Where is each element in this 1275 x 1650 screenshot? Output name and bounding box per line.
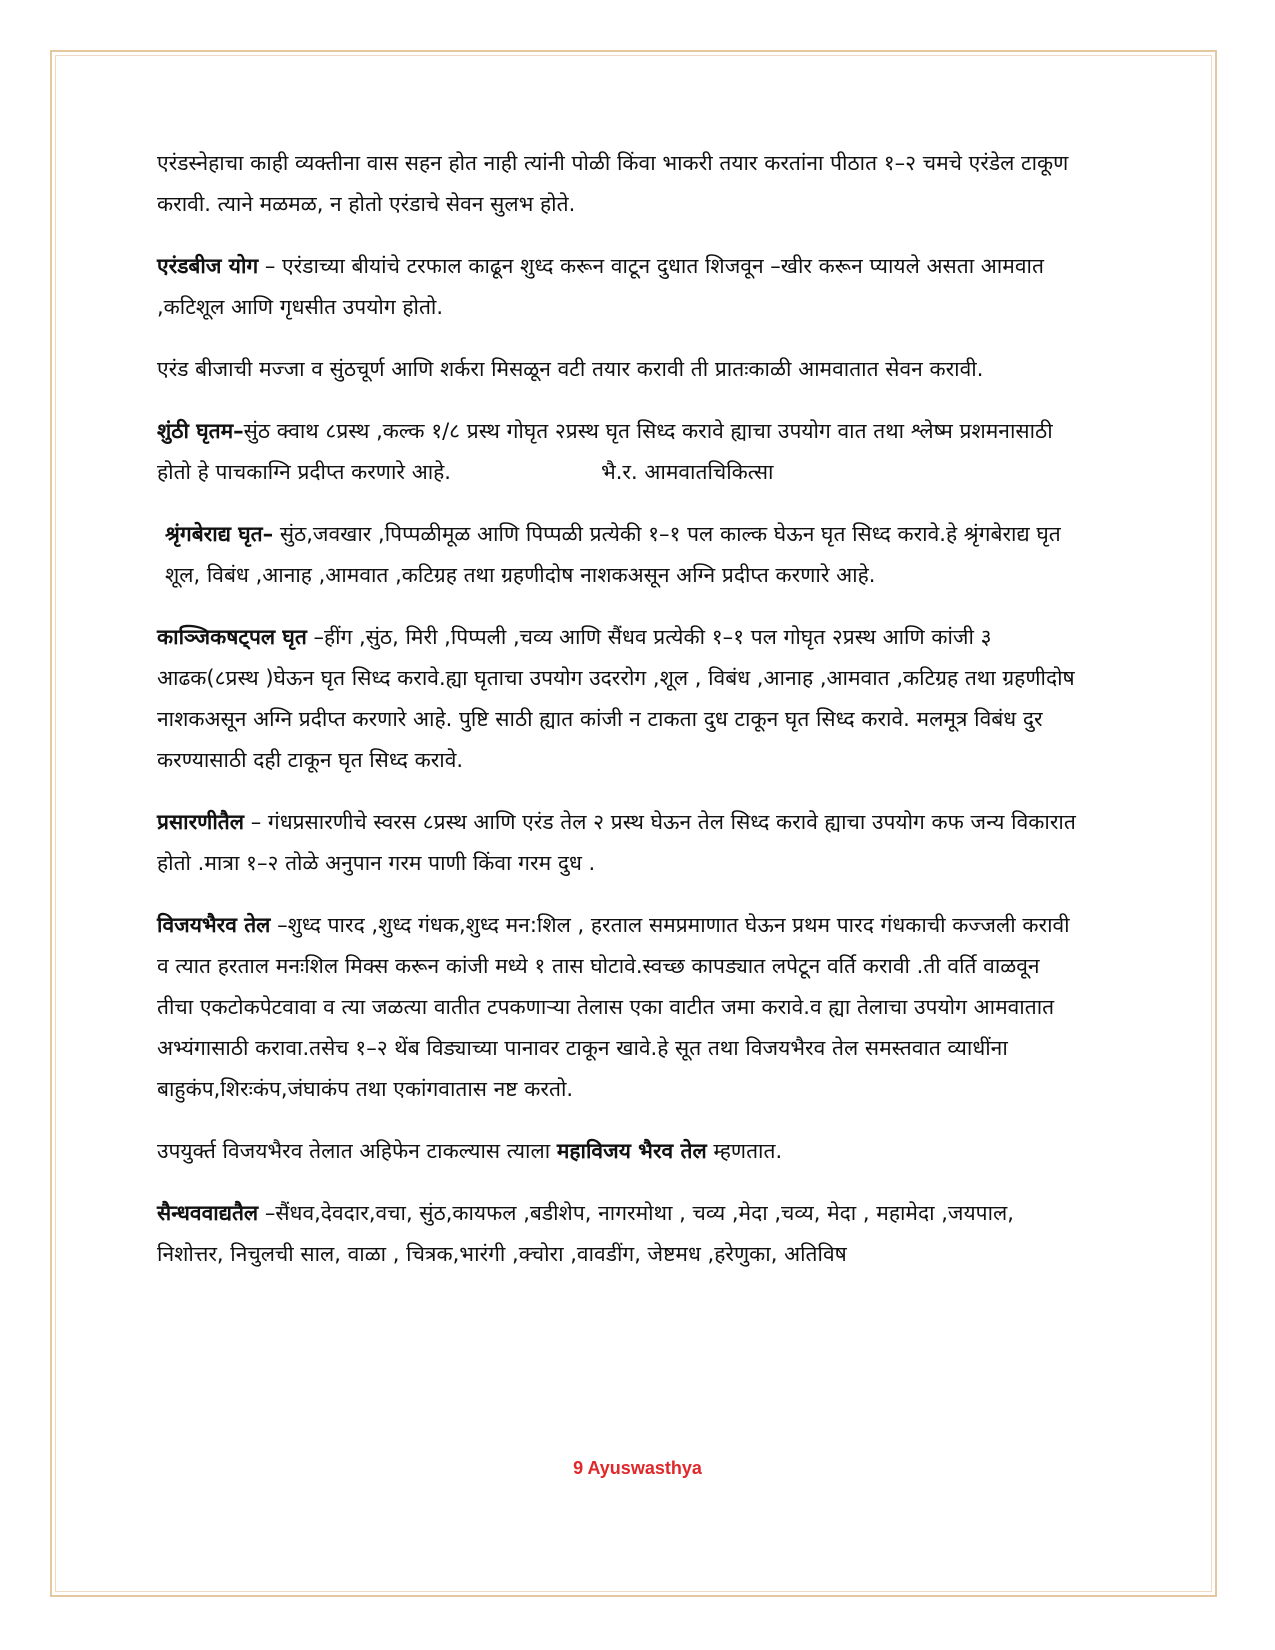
section-heading: शुंठी घृतम–	[157, 419, 244, 443]
paragraph-kanjik-shatpal-ghrit	[157, 617, 1077, 781]
paragraph-saindhavadya-tail	[157, 1193, 1077, 1275]
paragraph-erand-beej-majja	[157, 349, 1077, 390]
paragraph-text: एरंडस्नेहाचा काही व्यक्तीना वास सहन होत नाही त्यांनी पोळी किंवा भाकरी तयार करतांना पीठात १–२ चमचे एरंडेल टाकूण करावी. त्याने मळमळ, न होतो एरंडाचे सेवन सुलभ होते.	[157, 151, 1069, 216]
paragraph-prasarani-tail	[157, 802, 1077, 884]
paragraph-mahavijay-bhairav	[157, 1131, 1077, 1172]
section-heading: सैन्धववाद्यतैल	[157, 1201, 259, 1225]
paragraph-text: सुंठ,जवखार ,पिप्पळीमूळ आणि पिप्पळी प्रत्येकी १–१ पल काल्क घेऊन घृत सिध्द करावे.हे श्रृंगबेराद्य घृत शूल, विबंध ,आनाह ,आमवात ,कटिग्रह तथा ग्रहणीदोष नाशकअसून अग्नि प्रदीप्त करणारे आहे.	[165, 522, 1061, 587]
paragraph-text: –हींग ,सुंठ, मिरी ,पिप्पली ,चव्य आणि सैंधव प्रत्येकी १–१ पल गोघृत २प्रस्थ आणि कांजी ३ आढक(८प्रस्थ )घेऊन घृत सिध्द करावे.ह्या घृताचा उपयोग उदररोग ,शूल , विबंध ,आनाह ,आमवात ,कटिग्रह तथा ग्रहणीदोष नाशकअसून अग्नि प्रदीप्त करणारे आहे. पुष्टि साठी ह्यात कांजी न टाकता दुध टाकून घृत सिध्द करावे. मलमूत्र विबंध दुर करण्यासाठी दही टाकून घृत सिध्द करावे.	[157, 625, 1075, 772]
page-footer: 9 Ayuswasthya	[573, 1458, 702, 1478]
paragraph-text: –शुध्द पारद ,शुध्द गंधक,शुध्द मन:शिल , हरताल समप्रमाणात घेऊन प्रथम पारद गंधकाची कज्जली करावी व त्यात हरताल मनःशिल मिक्स करून कांजी मध्ये १ तास घोटावे.स्वच्छ कापड्यात लपेटून वर्ति करावी .ती वर्ति वाळवून तीचा एकटोकपेटवावा व त्या जळत्या वातीत टपकणाऱ्या तेलास एका वाटीत जमा करावे.व ह्या तेलाचा उपयोग आमवातात अभ्यंगासाठी करावा.तसेच १–२ थेंब विड्याच्या पानावर टाकून खावे.हे सूत तथा विजयभैरव तेल समस्तवात व्याधींना बाहुकंप,शिरःकंप,जंघाकंप तथा एकांगवातास नष्ट करतो.	[157, 913, 1070, 1101]
reference-citation: भै.र. आमवातचिकित्सा	[600, 460, 774, 484]
paragraph-text: –सैंधव,देवदार,वचा, सुंठ,कायफल ,बडीशेप, नागरमोथा , चव्य ,मेदा ,चव्य, मेदा , महामेदा ,जयपाल, निशोत्तर, निचुलची साल, वाळा , चित्रक,भारंगी ,क्चोरा ,वावडींग, जेष्टमध ,हरेणुका, अतिविष	[157, 1201, 1014, 1266]
emphasized-term: महाविजय भैरव तेल	[556, 1139, 707, 1163]
paragraph-shunthi-ghritam	[157, 411, 1077, 493]
paragraph-text: – एरंडाच्या बीयांचे टरफाल काढून शुध्द करून वाटून दुधात शिजवून –खीर करून प्यायले असता आमवात ,कटिशूल आणि गृधसीत उपयोग होतो.	[157, 254, 1044, 319]
paragraph-text: उपयुर्क्त विजयभैरव तेलात अहिफेन टाकल्यास त्याला	[157, 1139, 557, 1163]
paragraph-text: एरंड बीजाची मज्जा व सुंठचूर्ण आणि शर्करा मिसळून वटी तयार करावी ती प्रातःकाळी आमवातात सेवन करावी.	[157, 357, 984, 381]
paragraph-erandbeej-yog	[157, 246, 1077, 328]
section-heading: प्रसारणीतैल	[157, 810, 245, 834]
section-heading: श्रृंगबेराद्य घृत–	[165, 522, 274, 546]
paragraph-erand-sneha	[157, 143, 1077, 225]
section-heading: एरंडबीज योग	[157, 254, 259, 278]
paragraph-shringaberadya-ghrit	[157, 514, 1077, 596]
paragraph-text: सुंठ क्वाथ ८प्रस्थ ,कल्क १/८ प्रस्थ गोघृत २प्रस्थ घृत सिध्द करावे ह्याचा उपयोग वात तथा श्लेष्म प्रशमनासाठी होतो हे पाचकाग्नि प्रदीप्त करणारे आहे.	[157, 419, 1053, 484]
paragraph-text: – गंधप्रसारणीचे स्वरस ८प्रस्थ आणि एरंड तेल २ प्रस्थ घेऊन तेल सिध्द करावे ह्याचा उपयोग कफ जन्य विकारात होतो .मात्रा १–२ तोळे अनुपान गरम पाणी किंवा गरम दुध .	[157, 810, 1076, 875]
section-heading: विजयभैरव तेल	[157, 913, 271, 937]
paragraph-text: म्हणतात.	[706, 1139, 783, 1163]
paragraph-vijaybhairav-tel	[157, 905, 1077, 1110]
document-body	[157, 143, 1077, 1296]
section-heading: काञ्जिकषट्पल घृत	[157, 625, 307, 649]
